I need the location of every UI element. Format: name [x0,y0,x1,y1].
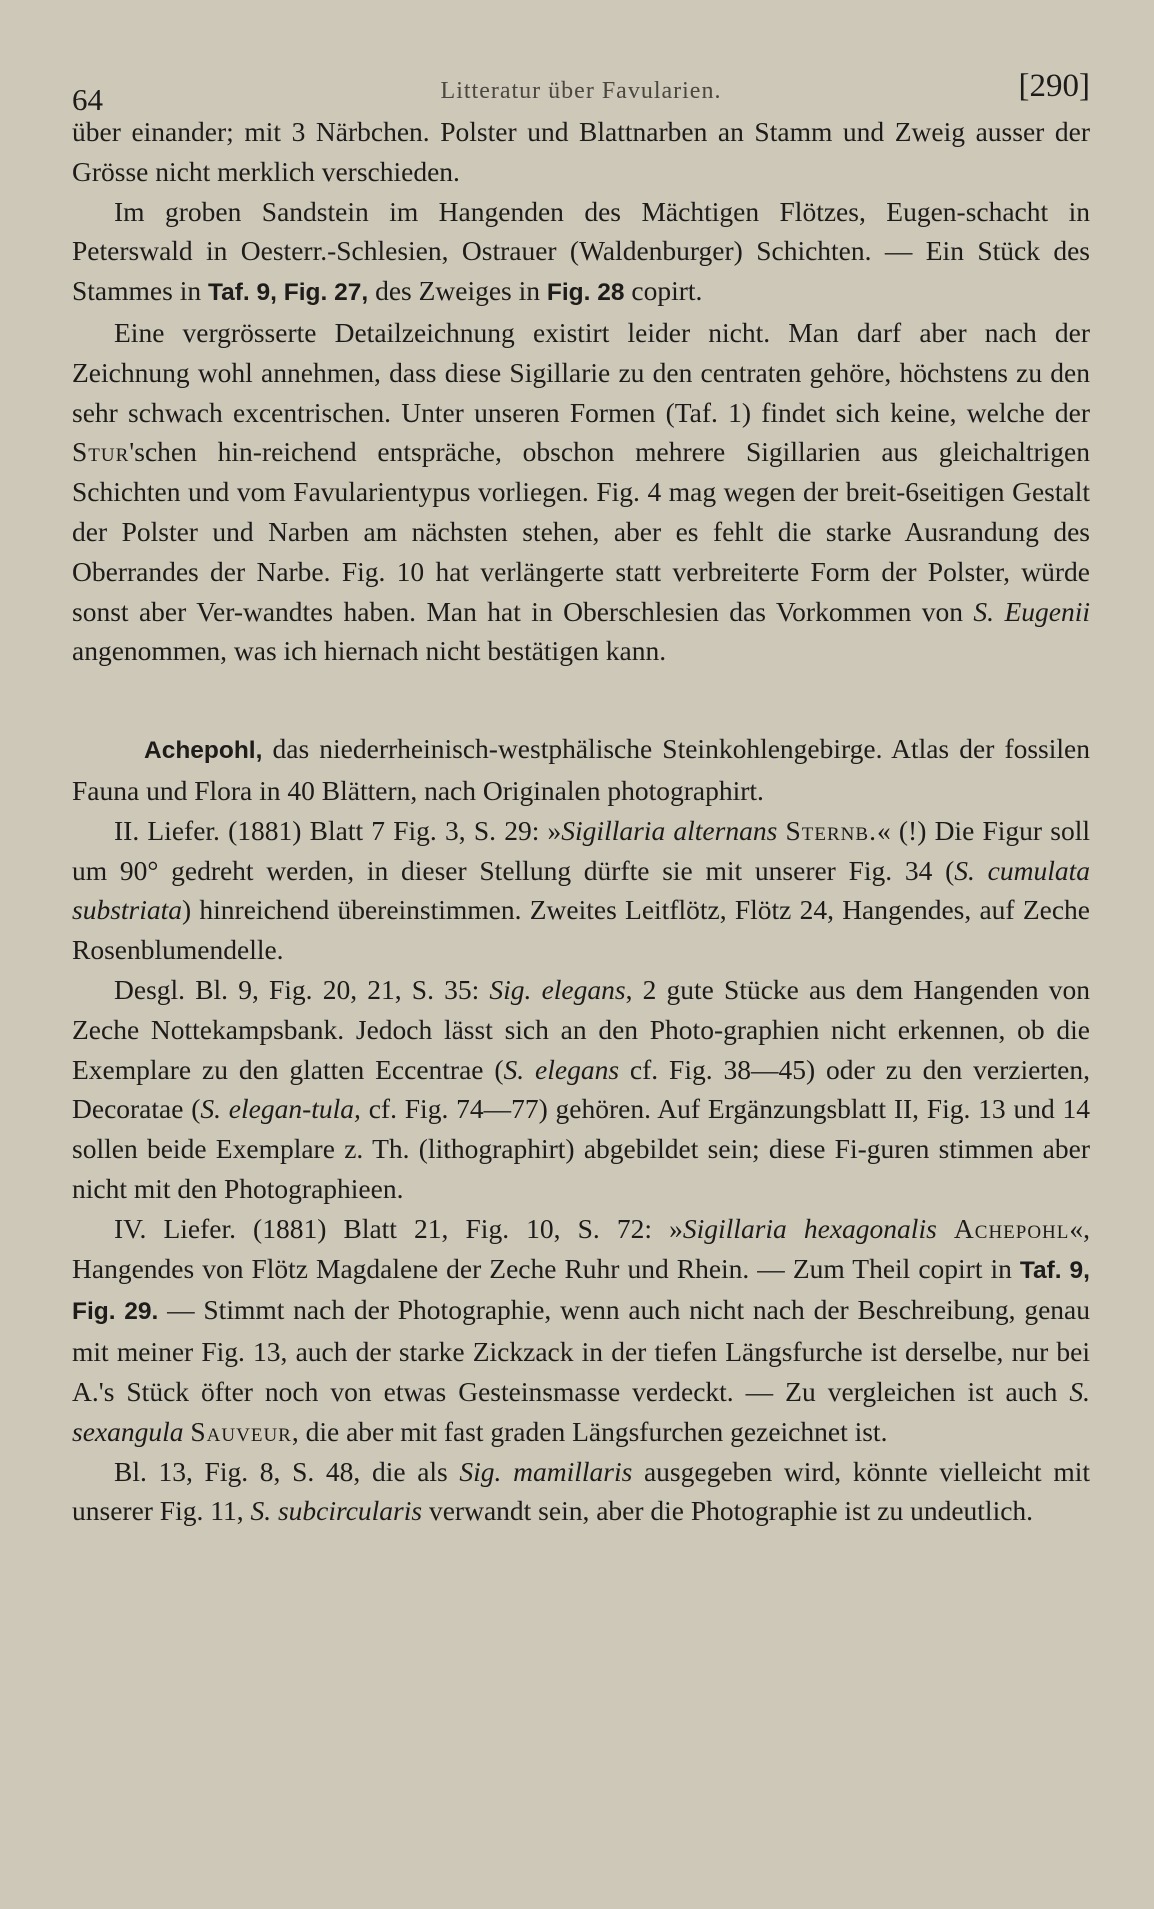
species-name: S. elegan-tula, [200,1093,361,1125]
paragraph-bl13: Bl. 13, Fig. 8, S. 48, die als Sig. mamillaris ausgegeben wird, könnte vielleicht mit unserer Fig. 11, S. subcircularis verwandt sein, aber die Photographie ist zu undeutlich. [72,1455,1091,1527]
original-page-number: [290] [1018,68,1090,104]
page-number: 64 [72,82,103,117]
species-name: S. elegans [503,1053,620,1085]
plate-reference: Taf. 9, Fig. 29. [72,1256,1090,1326]
author-name: Achepohl [953,1212,1070,1244]
paragraph-liefer-iv: IV. Liefer. (1881) Blatt 21, Fig. 10, S. 72: »Sigillaria hexagonalis Achepohl«, Hangendes von Flötz Magdalene der Zeche Ruhr und Rhein. — Zum Theil copirt in Taf. 9, Fig. 29. — Stimmt nach der Photographie, wenn auch nicht nach der Beschreibung, genau mit meiner Fig. 13, auch der starke Zickzack in der tiefen Längsfurche ist derselbe, nur bei A.'s Stück öfter noch von etwas Gesteinsmasse verdeckt. — Zu vergleichen ist auch S. sexangula Sauveur, die aber mit fast graden Längsfurchen gezeichnet ist. [72,1212,1091,1447]
figure-reference: Fig. 28 [546,279,625,307]
species-name: S. sexangula [72,1375,1090,1447]
paragraph-liefer-ii: II. Liefer. (1881) Blatt 7 Fig. 3, S. 29: »Sigillaria alternans Sternb.« (!) Die Figur soll um 90° gedreht werden, in dieser Stellung dürfte sie mit unserer Fig. 34 (S. cumulata substriata) hinreichend übereinstimmen. Zweites Leitflötz, Flötz 24, Hangendes, auf Zeche Rosenblumendelle. [72,814,1091,966]
paragraph-continuation: über einander; mit 3 Närbchen. Polster und Blattnarben an Stamm und Zweig ausser der Grösse nicht merklich verschieden. [72,116,1090,187]
author-name: Sternb. [785,814,877,846]
paragraph-desgl: Desgl. Bl. 9, Fig. 20, 21, S. 35: Sig. elegans, 2 gute Stücke aus dem Hangenden von Zeche Nottekampsbank. Jedoch lässt sich an den Photo-graphien nicht erkennen, ob die Exemplare zu den glatten Eccentrae (S. elegans cf. Fig. 38—45) oder zu den verzierten, Decoratae (S. elegan-tula, cf. Fig. 74—77) gehören. Auf Ergänzungsblatt II, Fig. 13 und 14 sollen beide Exemplare z. Th. (lithographirt) abgebildet sein; diese Fi-guren stimmen aber nicht mit den Photographieen. [72,973,1090,1204]
species-name: S. Eugenii [973,595,1090,627]
species-name: S. cumulata substriata [72,854,1090,926]
species-name: Sigillaria alternans [561,814,778,846]
species-name: S. subcircularis [250,1495,423,1527]
running-head [72,60,1090,117]
author-name: Stur [72,436,130,468]
reference-author: Achepohl, [144,737,263,765]
species-name: Sigillaria hexagonalis [682,1212,937,1244]
species-name: Sig. elegans [489,973,626,1005]
running-title: Litteratur über Favularien. [440,78,722,104]
paragraph-locality: Im groben Sandstein im Hangenden des Mächtigen Flötzes, Eugen-schacht in Peterswald in Oesterr.-Schlesien, Ostrauer (Waldenburger) Schichten. — Ein Stück des Stammes in Taf. 9, Fig. 27, des Zweiges in Fig. 28 copirt. [72,195,1090,307]
paragraph-discussion: Eine vergrösserte Detailzeichnung existirt leider nicht. Man darf aber nach der Zeichnung wohl annehmen, dass diese Sigillarie zu den centraten gehöre, höchstens zu den sehr schwach excentrischen. Unter unseren Formen (Taf. 1) findet sich keine, welche der Stur'schen hin-reichend entspräche, obschon mehrere Sigillarien aus gleichaltrigen Schichten und vom Favularientypus vorliegen. Fig. 4 mag wegen der breit-6seitigen Gestalt der Polster und Narben am nächsten stehen, aber es fehlt die starke Ausrandung des Oberrandes der Narbe. Fig. 10 hat verlängerte statt verbreiterte Form der Polster, würde sonst aber Ver-wandtes haben. Man hat in Oberschlesien das Vorkommen von S. Eugenii angenommen, was ich hiernach nicht bestätigen kann. [72,316,1090,667]
author-name: Sauveur [190,1415,292,1447]
paragraph-achepohl-reference: Achepohl, das niederrheinisch-westphälische Steinkohlengebirge. Atlas der fossilen Fauna und Flora in 40 Blättern, nach Originalen photographirt. [72,733,1090,806]
plate-reference: Taf. 9, Fig. 27, [207,279,369,307]
species-name: Sig. mamillaris [459,1455,633,1487]
